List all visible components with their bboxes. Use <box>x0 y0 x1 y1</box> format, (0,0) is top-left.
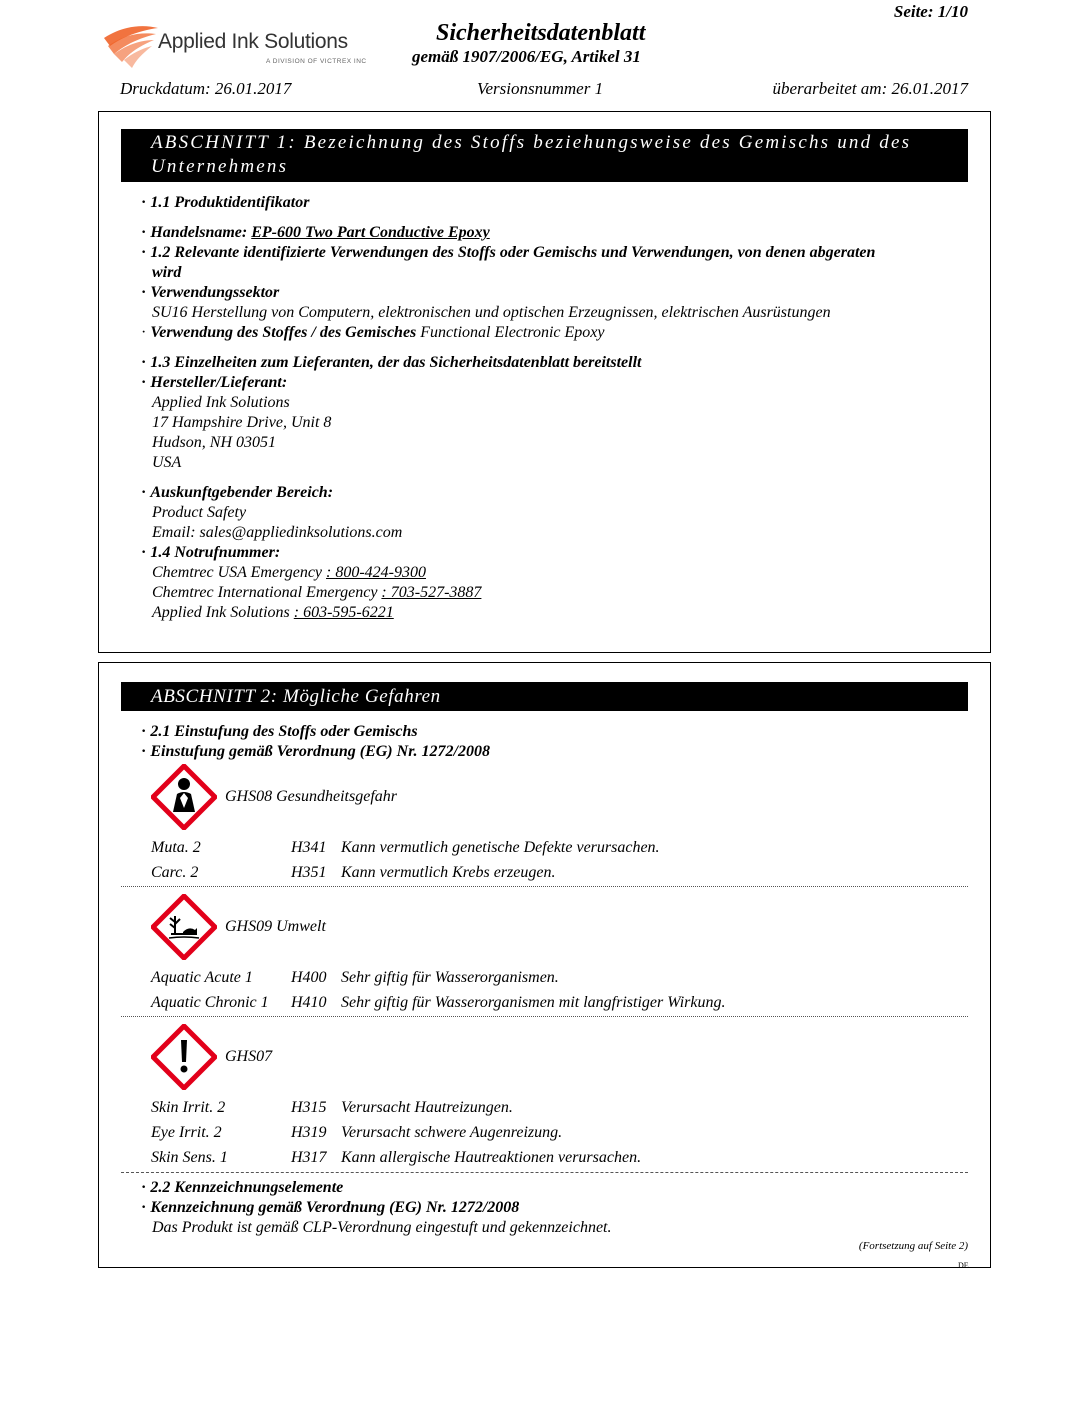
manufacturer-label: · Hersteller/Lieferant: <box>141 374 287 392</box>
pictogram-label: GHS07 <box>225 1048 273 1065</box>
emergency-label: · 1.4 Notrufnummer: <box>141 544 280 562</box>
emergency-row: Applied Ink Solutions : 603-595-6221 <box>152 604 394 621</box>
section-1-box <box>98 111 991 653</box>
hazard-statement: Verursacht schwere Augenreizung. <box>341 1124 563 1141</box>
company-logo-subtext: A DIVISION OF VICTREX INC <box>266 58 367 65</box>
hazard-class: Muta. 2 <box>151 839 201 856</box>
use-row: · Verwendung des Stoffes / des Gemisches Functional Electronic Epoxy <box>141 324 605 342</box>
hazard-class: Carc. 2 <box>151 864 199 881</box>
emergency-number: : 603-595-6221 <box>293 604 394 621</box>
hazard-code: H319 <box>291 1124 327 1141</box>
health-hazard-icon <box>151 764 217 830</box>
hazard-class: Eye Irrit. 2 <box>151 1124 222 1141</box>
hazard-statement: Kann allergische Hautreaktionen verursachen. <box>341 1149 642 1166</box>
hazard-statement: Verursacht Hautreizungen. <box>341 1099 513 1116</box>
trade-name-row: · Handelsname: EP-600 Two Part Conductive Epoxy <box>141 224 490 242</box>
version-number: Versionsnummer 1 <box>477 79 604 98</box>
hazard-class: Skin Irrit. 2 <box>151 1099 226 1116</box>
divider <box>121 886 968 887</box>
company-logo-text: Applied Ink Solutions <box>158 30 348 53</box>
info-email: Email: sales@appliedinksolutions.com <box>152 524 403 541</box>
address-line: USA <box>152 454 182 471</box>
trade-name-value: EP-600 Two Part Conductive Epoxy <box>251 224 490 241</box>
hazard-class: Aquatic Chronic 1 <box>151 994 269 1011</box>
emergency-number: : 703-527-3887 <box>381 584 482 601</box>
print-date: Druckdatum: 26.01.2017 <box>120 79 292 98</box>
section-2-box <box>98 662 991 1268</box>
continuation-note: (Fortsetzung auf Seite 2) <box>858 1240 968 1252</box>
hazard-statement: Kann vermutlich genetische Defekte verursachen. <box>341 839 660 856</box>
revision-date: überarbeitet am: 26.01.2017 <box>772 79 968 98</box>
label-elements-heading: · 2.2 Kennzeichnungselemente <box>141 1179 343 1197</box>
emergency-row: Chemtrec International Emergency : 703-527-3887 <box>152 584 482 601</box>
document-title: Sicherheitsdatenblatt <box>436 20 646 46</box>
hazard-class: Aquatic Acute 1 <box>151 969 253 986</box>
document-subtitle: gemäß 1907/2006/EG, Artikel 31 <box>412 47 641 66</box>
hazard-code: H341 <box>291 839 327 856</box>
emergency-number: : 800-424-9300 <box>326 564 426 581</box>
hazard-class: Skin Sens. 1 <box>151 1149 228 1166</box>
relevant-uses-heading-cont: wird <box>152 264 182 281</box>
divider <box>121 1172 968 1173</box>
classification-heading: · 2.1 Einstufung des Stoffs oder Gemischs <box>141 723 418 741</box>
hazard-code: H315 <box>291 1099 327 1116</box>
label-note: Das Produkt ist gemäß CLP-Verordnung eingestuft und gekennzeichnet. <box>152 1219 612 1236</box>
hazard-code: H351 <box>291 864 327 881</box>
environment-icon <box>151 894 217 960</box>
relevant-uses-heading: · 1.2 Relevante identifizierte Verwendungen des Stoffs oder Gemischs und Verwendungen, von denen abgeraten <box>141 244 875 262</box>
classification-regulation: · Einstufung gemäß Verordnung (EG) Nr. 1272/2008 <box>141 743 490 761</box>
info-label: · Auskunftgebender Bereich: <box>141 484 333 502</box>
pictogram-label: GHS09 Umwelt <box>225 918 326 935</box>
section-1-heading: ABSCHNITT 1: Bezeichnung des Stoffs beziehungsweise des Gemischs und des Unternehmens <box>121 129 968 182</box>
hazard-statement: Kann vermutlich Krebs erzeugen. <box>341 864 556 881</box>
hazard-code: H317 <box>291 1149 327 1166</box>
address-line: 17 Hampshire Drive, Unit 8 <box>152 414 332 431</box>
divider <box>121 1016 968 1017</box>
sector-label: · Verwendungssektor <box>141 284 279 302</box>
hazard-code: H400 <box>291 969 327 986</box>
pictogram-label: GHS08 Gesundheitsgefahr <box>225 788 397 805</box>
emergency-row: Chemtrec USA Emergency : 800-424-9300 <box>152 564 426 581</box>
hazard-code: H410 <box>291 994 327 1011</box>
supplier-details-heading: · 1.3 Einzelheiten zum Lieferanten, der das Sicherheitsdatenblatt bereitstellt <box>141 354 641 372</box>
hazard-statement: Sehr giftig für Wasserorganismen. <box>341 969 559 986</box>
language-code: DE <box>958 1261 969 1270</box>
hazard-statement: Sehr giftig für Wasserorganismen mit langfristiger Wirkung. <box>341 994 726 1011</box>
address-line: Hudson, NH 03051 <box>152 434 277 451</box>
page-number: Seite: 1/10 <box>893 2 968 21</box>
address-line: Applied Ink Solutions <box>152 394 290 411</box>
label-regulation: · Kennzeichnung gemäß Verordnung (EG) Nr. 1272/2008 <box>141 1199 519 1217</box>
product-identifier-heading: · 1.1 Produktidentifikator <box>141 194 309 212</box>
sector-value: SU16 Herstellung von Computern, elektronischen und optischen Erzeugnissen, elektrischen Ausrüstungen <box>152 304 831 321</box>
exclamation-icon <box>151 1024 217 1090</box>
info-dept: Product Safety <box>152 504 247 521</box>
section-2-heading: ABSCHNITT 2: Mögliche Gefahren <box>121 682 968 711</box>
